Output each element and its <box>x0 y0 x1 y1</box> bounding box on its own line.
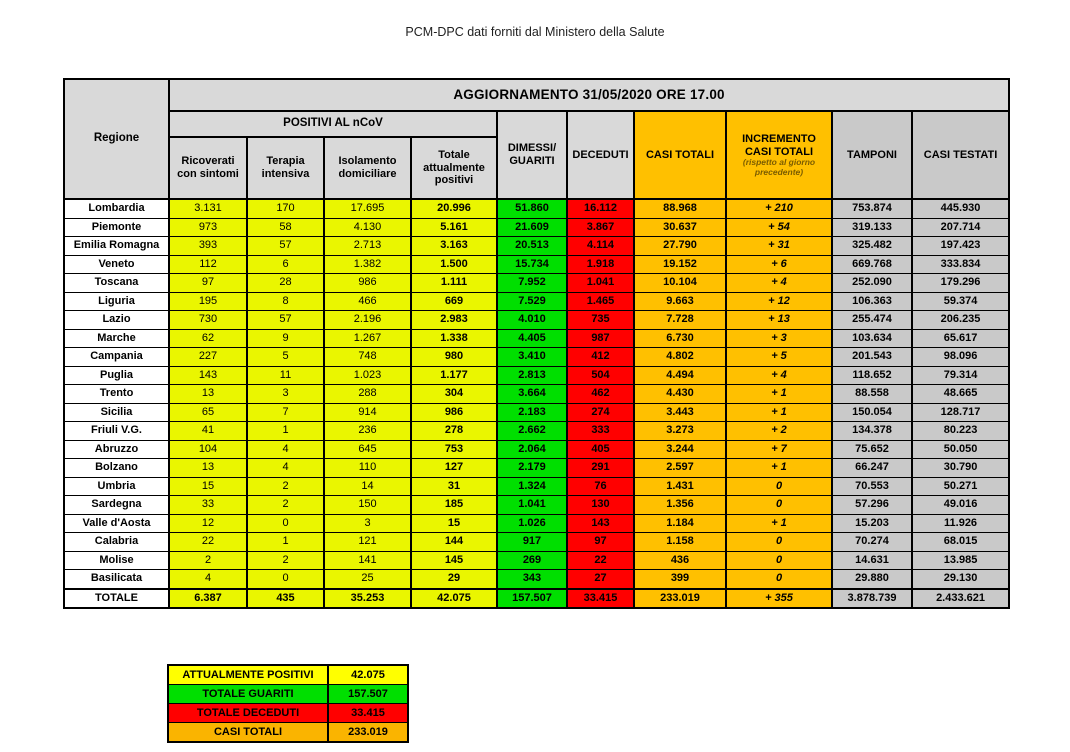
value-cell: 3 <box>324 514 411 533</box>
value-cell: 7.728 <box>634 311 726 330</box>
value-cell: 207.714 <box>912 218 1009 237</box>
value-cell: 3.867 <box>567 218 634 237</box>
column-header-casi-testati: CASI TESTATI <box>912 111 1009 199</box>
value-cell: + 3 <box>726 329 832 348</box>
column-header-casi-totali: CASI TOTALI <box>634 111 726 199</box>
value-cell: 143 <box>567 514 634 533</box>
summary-table <box>167 664 409 743</box>
value-cell: 269 <box>497 551 567 570</box>
value-cell: 112 <box>169 255 247 274</box>
value-cell: 1.026 <box>497 514 567 533</box>
value-cell: 197.423 <box>912 237 1009 256</box>
table-row <box>64 366 1009 385</box>
table-row <box>64 514 1009 533</box>
region-name-cell: Puglia <box>64 366 169 385</box>
table-row <box>64 385 1009 404</box>
value-cell: 753.874 <box>832 199 912 218</box>
value-cell: 288 <box>324 385 411 404</box>
value-cell: 143 <box>169 366 247 385</box>
region-name-cell: Calabria <box>64 533 169 552</box>
value-cell: 97 <box>169 274 247 293</box>
value-cell: 15 <box>411 514 497 533</box>
region-name-cell: Sicilia <box>64 403 169 422</box>
value-cell: 669 <box>411 292 497 311</box>
column-header-regione: Regione <box>64 79 169 199</box>
value-cell: + 31 <box>726 237 832 256</box>
value-cell: 445.930 <box>912 199 1009 218</box>
value-cell: 121 <box>324 533 411 552</box>
value-cell: 12 <box>169 514 247 533</box>
value-cell: 62 <box>169 329 247 348</box>
value-cell: 103.634 <box>832 329 912 348</box>
value-cell: 4.430 <box>634 385 726 404</box>
value-cell: 17.695 <box>324 199 411 218</box>
value-cell: 4.802 <box>634 348 726 367</box>
value-cell: 0 <box>247 514 324 533</box>
value-cell: 987 <box>567 329 634 348</box>
value-cell: 227 <box>169 348 247 367</box>
value-cell: 80.223 <box>912 422 1009 441</box>
summary-row-casi-totali <box>168 723 408 743</box>
table-row <box>64 199 1009 218</box>
incremento-title: INCREMENTO CASI TOTALI <box>742 133 816 158</box>
value-cell: 2.813 <box>497 366 567 385</box>
value-cell: 50.271 <box>912 477 1009 496</box>
value-cell: 7.952 <box>497 274 567 293</box>
value-cell: 3.664 <box>497 385 567 404</box>
value-cell: 2.064 <box>497 440 567 459</box>
value-cell: 59.374 <box>912 292 1009 311</box>
value-cell: 30.637 <box>634 218 726 237</box>
value-cell: 27 <box>567 570 634 589</box>
update-header: AGGIORNAMENTO 31/05/2020 ORE 17.00 <box>169 79 1009 111</box>
value-cell: 4.130 <box>324 218 411 237</box>
value-cell: 7 <box>247 403 324 422</box>
value-cell: 16.112 <box>567 199 634 218</box>
table-row <box>64 255 1009 274</box>
summary-value: 157.507 <box>328 685 408 704</box>
value-cell: 157.507 <box>497 589 567 609</box>
value-cell: + 54 <box>726 218 832 237</box>
value-cell: 304 <box>411 385 497 404</box>
value-cell: 88.968 <box>634 199 726 218</box>
value-cell: 150 <box>324 496 411 515</box>
value-cell: 2.983 <box>411 311 497 330</box>
value-cell: 504 <box>567 366 634 385</box>
value-cell: 278 <box>411 422 497 441</box>
value-cell: 735 <box>567 311 634 330</box>
value-cell: 4 <box>247 440 324 459</box>
region-name-cell: Bolzano <box>64 459 169 478</box>
value-cell: 29.880 <box>832 570 912 589</box>
value-cell: 3.443 <box>634 403 726 422</box>
value-cell: + 2 <box>726 422 832 441</box>
value-cell: 730 <box>169 311 247 330</box>
value-cell: 3.131 <box>169 199 247 218</box>
value-cell: 1.338 <box>411 329 497 348</box>
value-cell: 57 <box>247 311 324 330</box>
value-cell: 4.405 <box>497 329 567 348</box>
value-cell: + 6 <box>726 255 832 274</box>
value-cell: 1.111 <box>411 274 497 293</box>
table-body <box>64 199 1009 608</box>
value-cell: 319.133 <box>832 218 912 237</box>
value-cell: 1.041 <box>497 496 567 515</box>
value-cell: 1.324 <box>497 477 567 496</box>
value-cell: 333.834 <box>912 255 1009 274</box>
region-name-cell: Abruzzo <box>64 440 169 459</box>
value-cell: 1.041 <box>567 274 634 293</box>
value-cell: 134.378 <box>832 422 912 441</box>
value-cell: 0 <box>726 477 832 496</box>
value-cell: 10.104 <box>634 274 726 293</box>
value-cell: 4.494 <box>634 366 726 385</box>
value-cell: 1.158 <box>634 533 726 552</box>
value-cell: 11 <box>247 366 324 385</box>
table-row <box>64 477 1009 496</box>
region-name-cell: Marche <box>64 329 169 348</box>
value-cell: 343 <box>497 570 567 589</box>
value-cell: 399 <box>634 570 726 589</box>
table-row <box>64 422 1009 441</box>
value-cell: 5.161 <box>411 218 497 237</box>
value-cell: 405 <box>567 440 634 459</box>
value-cell: + 1 <box>726 403 832 422</box>
value-cell: 127 <box>411 459 497 478</box>
table-row <box>64 551 1009 570</box>
value-cell: 1 <box>247 533 324 552</box>
value-cell: 70.553 <box>832 477 912 496</box>
value-cell: 179.296 <box>912 274 1009 293</box>
region-name-cell: Molise <box>64 551 169 570</box>
value-cell: 106.363 <box>832 292 912 311</box>
value-cell: 22 <box>567 551 634 570</box>
value-cell: + 1 <box>726 514 832 533</box>
value-cell: 14.631 <box>832 551 912 570</box>
value-cell: 201.543 <box>832 348 912 367</box>
value-cell: 7.529 <box>497 292 567 311</box>
value-cell: 70.274 <box>832 533 912 552</box>
table-row <box>64 311 1009 330</box>
summary-value: 233.019 <box>328 723 408 743</box>
value-cell: 3.410 <box>497 348 567 367</box>
value-cell: 3 <box>247 385 324 404</box>
value-cell: 66.247 <box>832 459 912 478</box>
summary-row-totale-deceduti <box>168 704 408 723</box>
table-row <box>64 496 1009 515</box>
region-name-cell: TOTALE <box>64 589 169 609</box>
region-name-cell: Piemonte <box>64 218 169 237</box>
value-cell: 0 <box>247 570 324 589</box>
value-cell: 466 <box>324 292 411 311</box>
value-cell: 19.152 <box>634 255 726 274</box>
value-cell: 233.019 <box>634 589 726 609</box>
value-cell: 57.296 <box>832 496 912 515</box>
value-cell: 42.075 <box>411 589 497 609</box>
value-cell: 27.790 <box>634 237 726 256</box>
table-row <box>64 533 1009 552</box>
value-cell: 274 <box>567 403 634 422</box>
table-row <box>64 440 1009 459</box>
value-cell: 1.184 <box>634 514 726 533</box>
region-name-cell: Basilicata <box>64 570 169 589</box>
table-row <box>64 218 1009 237</box>
value-cell: 13 <box>169 385 247 404</box>
value-cell: 185 <box>411 496 497 515</box>
value-cell: 435 <box>247 589 324 609</box>
value-cell: 1.356 <box>634 496 726 515</box>
table-row <box>64 292 1009 311</box>
value-cell: 986 <box>324 274 411 293</box>
value-cell: 3.244 <box>634 440 726 459</box>
region-name-cell: Lombardia <box>64 199 169 218</box>
covid-regions-table <box>63 78 1010 609</box>
value-cell: 15.203 <box>832 514 912 533</box>
value-cell: 49.016 <box>912 496 1009 515</box>
value-cell: 29 <box>411 570 497 589</box>
value-cell: 31 <box>411 477 497 496</box>
value-cell: 1.500 <box>411 255 497 274</box>
column-header-tamponi: TAMPONI <box>832 111 912 199</box>
value-cell: 1.023 <box>324 366 411 385</box>
value-cell: 393 <box>169 237 247 256</box>
value-cell: 8 <box>247 292 324 311</box>
value-cell: 1.918 <box>567 255 634 274</box>
region-name-cell: Lazio <box>64 311 169 330</box>
value-cell: 48.665 <box>912 385 1009 404</box>
value-cell: 25 <box>324 570 411 589</box>
value-cell: 13.985 <box>912 551 1009 570</box>
value-cell: + 5 <box>726 348 832 367</box>
region-name-cell: Emilia Romagna <box>64 237 169 256</box>
value-cell: 15 <box>169 477 247 496</box>
value-cell: 141 <box>324 551 411 570</box>
value-cell: + 13 <box>726 311 832 330</box>
value-cell: 13 <box>169 459 247 478</box>
value-cell: + 4 <box>726 366 832 385</box>
region-name-cell: Umbria <box>64 477 169 496</box>
value-cell: 30.790 <box>912 459 1009 478</box>
value-cell: 1.267 <box>324 329 411 348</box>
summary-label: CASI TOTALI <box>168 723 328 743</box>
value-cell: 6 <box>247 255 324 274</box>
value-cell: 436 <box>634 551 726 570</box>
value-cell: 4.114 <box>567 237 634 256</box>
value-cell: 2 <box>247 477 324 496</box>
value-cell: 3.273 <box>634 422 726 441</box>
table-row <box>64 570 1009 589</box>
value-cell: 4.010 <box>497 311 567 330</box>
table-row <box>64 348 1009 367</box>
value-cell: 2 <box>247 496 324 515</box>
column-header-dimessi-guariti: DIMESSI/ GUARITI <box>497 111 567 199</box>
value-cell: 15.734 <box>497 255 567 274</box>
value-cell: 145 <box>411 551 497 570</box>
page-title: PCM-DPC dati forniti dal Ministero della Salute <box>405 25 665 39</box>
value-cell: 2.196 <box>324 311 411 330</box>
value-cell: 144 <box>411 533 497 552</box>
value-cell: 2.713 <box>324 237 411 256</box>
value-cell: 0 <box>726 551 832 570</box>
value-cell: 9 <box>247 329 324 348</box>
value-cell: 980 <box>411 348 497 367</box>
value-cell: 28 <box>247 274 324 293</box>
value-cell: + 1 <box>726 459 832 478</box>
region-name-cell: Trento <box>64 385 169 404</box>
table-row <box>64 274 1009 293</box>
value-cell: 0 <box>726 496 832 515</box>
header-row-groups <box>64 111 1009 137</box>
value-cell: 2.662 <box>497 422 567 441</box>
column-header-terapia-intensiva: Terapia intensiva <box>247 137 324 199</box>
value-cell: 2.433.621 <box>912 589 1009 609</box>
value-cell: + 355 <box>726 589 832 609</box>
value-cell: 110 <box>324 459 411 478</box>
value-cell: 645 <box>324 440 411 459</box>
value-cell: 33 <box>169 496 247 515</box>
value-cell: 104 <box>169 440 247 459</box>
value-cell: 2.597 <box>634 459 726 478</box>
value-cell: 2 <box>169 551 247 570</box>
value-cell: 4 <box>169 570 247 589</box>
value-cell: 4 <box>247 459 324 478</box>
value-cell: 206.235 <box>912 311 1009 330</box>
incremento-subtitle: (rispetto al giorno precedente) <box>742 157 816 177</box>
region-name-cell: Valle d'Aosta <box>64 514 169 533</box>
value-cell: 462 <box>567 385 634 404</box>
value-cell: 325.482 <box>832 237 912 256</box>
value-cell: 1.431 <box>634 477 726 496</box>
value-cell: 150.054 <box>832 403 912 422</box>
value-cell: 986 <box>411 403 497 422</box>
value-cell: 20.996 <box>411 199 497 218</box>
value-cell: 3.878.739 <box>832 589 912 609</box>
value-cell: 41 <box>169 422 247 441</box>
table-row-totale <box>64 589 1009 609</box>
column-header-totale-positivi: Totale attualmente positivi <box>411 137 497 199</box>
value-cell: 748 <box>324 348 411 367</box>
value-cell: 753 <box>411 440 497 459</box>
table-row <box>64 459 1009 478</box>
value-cell: 917 <box>497 533 567 552</box>
column-header-incremento <box>726 111 832 199</box>
summary-label: TOTALE GUARITI <box>168 685 328 704</box>
summary-label: TOTALE DECEDUTI <box>168 704 328 723</box>
value-cell: 68.015 <box>912 533 1009 552</box>
value-cell: 2.179 <box>497 459 567 478</box>
value-cell: 236 <box>324 422 411 441</box>
region-name-cell: Sardegna <box>64 496 169 515</box>
value-cell: 252.090 <box>832 274 912 293</box>
value-cell: 914 <box>324 403 411 422</box>
value-cell: 6.730 <box>634 329 726 348</box>
value-cell: 88.558 <box>832 385 912 404</box>
value-cell: 195 <box>169 292 247 311</box>
value-cell: 412 <box>567 348 634 367</box>
value-cell: 97 <box>567 533 634 552</box>
value-cell: 21.609 <box>497 218 567 237</box>
value-cell: 973 <box>169 218 247 237</box>
value-cell: 65 <box>169 403 247 422</box>
region-name-cell: Friuli V.G. <box>64 422 169 441</box>
value-cell: 51.860 <box>497 199 567 218</box>
summary-row-attualmente-positivi <box>168 665 408 685</box>
summary-value: 33.415 <box>328 704 408 723</box>
value-cell: 75.652 <box>832 440 912 459</box>
summary-value: 42.075 <box>328 665 408 685</box>
value-cell: 9.663 <box>634 292 726 311</box>
value-cell: 5 <box>247 348 324 367</box>
value-cell: 98.096 <box>912 348 1009 367</box>
value-cell: 79.314 <box>912 366 1009 385</box>
value-cell: 20.513 <box>497 237 567 256</box>
value-cell: + 1 <box>726 385 832 404</box>
region-name-cell: Toscana <box>64 274 169 293</box>
value-cell: 35.253 <box>324 589 411 609</box>
value-cell: 130 <box>567 496 634 515</box>
value-cell: + 4 <box>726 274 832 293</box>
column-header-isolamento: Isolamento domiciliare <box>324 137 411 199</box>
value-cell: 65.617 <box>912 329 1009 348</box>
value-cell: + 7 <box>726 440 832 459</box>
value-cell: 2.183 <box>497 403 567 422</box>
value-cell: 0 <box>726 570 832 589</box>
value-cell: 58 <box>247 218 324 237</box>
value-cell: 128.717 <box>912 403 1009 422</box>
value-cell: 3.163 <box>411 237 497 256</box>
value-cell: 1 <box>247 422 324 441</box>
value-cell: 255.474 <box>832 311 912 330</box>
value-cell: 291 <box>567 459 634 478</box>
value-cell: 333 <box>567 422 634 441</box>
summary-row-totale-guariti <box>168 685 408 704</box>
table-row <box>64 237 1009 256</box>
column-header-ricoverati: Ricoverati con sintomi <box>169 137 247 199</box>
value-cell: 14 <box>324 477 411 496</box>
region-name-cell: Liguria <box>64 292 169 311</box>
table-row <box>64 403 1009 422</box>
region-name-cell: Campania <box>64 348 169 367</box>
region-name-cell: Veneto <box>64 255 169 274</box>
value-cell: 6.387 <box>169 589 247 609</box>
value-cell: 33.415 <box>567 589 634 609</box>
value-cell: 1.177 <box>411 366 497 385</box>
value-cell: 2 <box>247 551 324 570</box>
value-cell: 29.130 <box>912 570 1009 589</box>
value-cell: 118.652 <box>832 366 912 385</box>
value-cell: 22 <box>169 533 247 552</box>
header-row-update <box>64 79 1009 111</box>
column-header-deceduti: DECEDUTI <box>567 111 634 199</box>
summary-label: ATTUALMENTE POSITIVI <box>168 665 328 685</box>
table-row <box>64 329 1009 348</box>
value-cell: 669.768 <box>832 255 912 274</box>
value-cell: 170 <box>247 199 324 218</box>
value-cell: 57 <box>247 237 324 256</box>
value-cell: 11.926 <box>912 514 1009 533</box>
value-cell: + 210 <box>726 199 832 218</box>
value-cell: 1.382 <box>324 255 411 274</box>
value-cell: 76 <box>567 477 634 496</box>
value-cell: 50.050 <box>912 440 1009 459</box>
value-cell: + 12 <box>726 292 832 311</box>
value-cell: 1.465 <box>567 292 634 311</box>
column-group-positivi: POSITIVI AL nCoV <box>169 111 497 137</box>
value-cell: 0 <box>726 533 832 552</box>
